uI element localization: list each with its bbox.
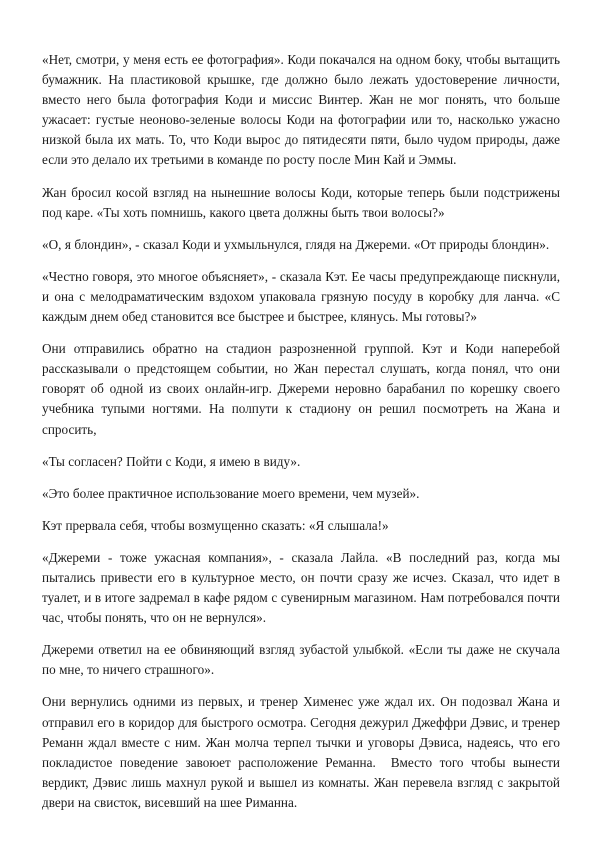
paragraph: Кэт прервала себя, чтобы возмущенно сказать: «Я слышала!» xyxy=(42,517,389,533)
paragraph: «Это более практичное использование моего времени, чем музей». xyxy=(42,485,420,501)
paragraph: «Джереми - тоже ужасная компания», - сказала Лайла. «В последний раз, когда мы пытались привести его в культурное место, он почти сразу же исчез. Сказал, что идет в туалет, и в итоге задремал в кафе рядом с сувенирным магазином. Нам потребовался почти час, чтобы понять, что он не вернулся». xyxy=(42,549,564,626)
paragraph: Они отправились обратно на стадион разрозненной группой. Кэт и Коди наперебой рассказывали о предстоящем событии, но Жан перестал слушать, когда понял, что они говорят об одной из своих онлайн-игр. Джереми неровно барабанил по корешку своего учебника тупыми ногтями. На полпути к стадиону он решил посмотреть на Жана и спросить, xyxy=(42,341,564,437)
paragraph: Они вернулись одними из первых, и тренер Хименес уже ждал их. Он подозвал Жана и отправил его в коридор для быстрого осмотра. Сегодня дежурил Джеффри Дэвис, и тренер Реманн ждал вместе с ним. Жан молча терпел тычки и уговоры Дэвиса, надеясь, что его покладистое поведение завоюет расположение Реманна. Вместо того чтобы вынести вердикт, Дэвис лишь махнул рукой и вышел из комнаты. Жан перевела взгляд с закрытой двери на свисток, висевший на шее Риманна. xyxy=(42,694,564,810)
paragraph: «Нет, смотри, у меня есть ее фотография». Коди покачался на одном боку, чтобы вытащить бумажник. На пластиковой крышке, где должно было лежать удостоверение личности, вместо него была фотография Коди и миссис Винтер. Жан не мог понять, что больше ужасает: густые неоново-зеленые волосы Коди на фотографии или то, насколько ужасно низкой была их мать. То, что Коди вырос до пятидесяти пяти, было чудом природы, даже если это делало их третьими в команде по росту после Мин Кай и Эммы. xyxy=(42,52,564,168)
paragraph: «Ты согласен? Пойти с Коди, я имею в виду». xyxy=(42,453,301,469)
paragraph: «О, я блондин», - сказал Коди и ухмыльнулся, глядя на Джереми. «От природы блондин». xyxy=(42,236,550,252)
paragraph: «Честно говоря, это многое объясняет», - сказала Кэт. Ее часы предупреждающе пискнули, и она с мелодраматическим вздохом упаковала грязную посуду в коробку для ланча. «С каждым днем обед становится все быстрее и быстрее, клянусь. Мы готовы?» xyxy=(42,268,564,325)
body-text-column xyxy=(42,50,564,813)
paragraph: Жан бросил косой взгляд на нынешние волосы Коди, которые теперь были подстрижены под каре. «Ты хоть помнишь, какого цвета должны быть твои волосы?» xyxy=(42,184,564,220)
paragraph: Джереми ответил на ее обвиняющий взгляд зубастой улыбкой. «Если ты даже не скучала по мне, то ничего страшного». xyxy=(42,642,564,678)
